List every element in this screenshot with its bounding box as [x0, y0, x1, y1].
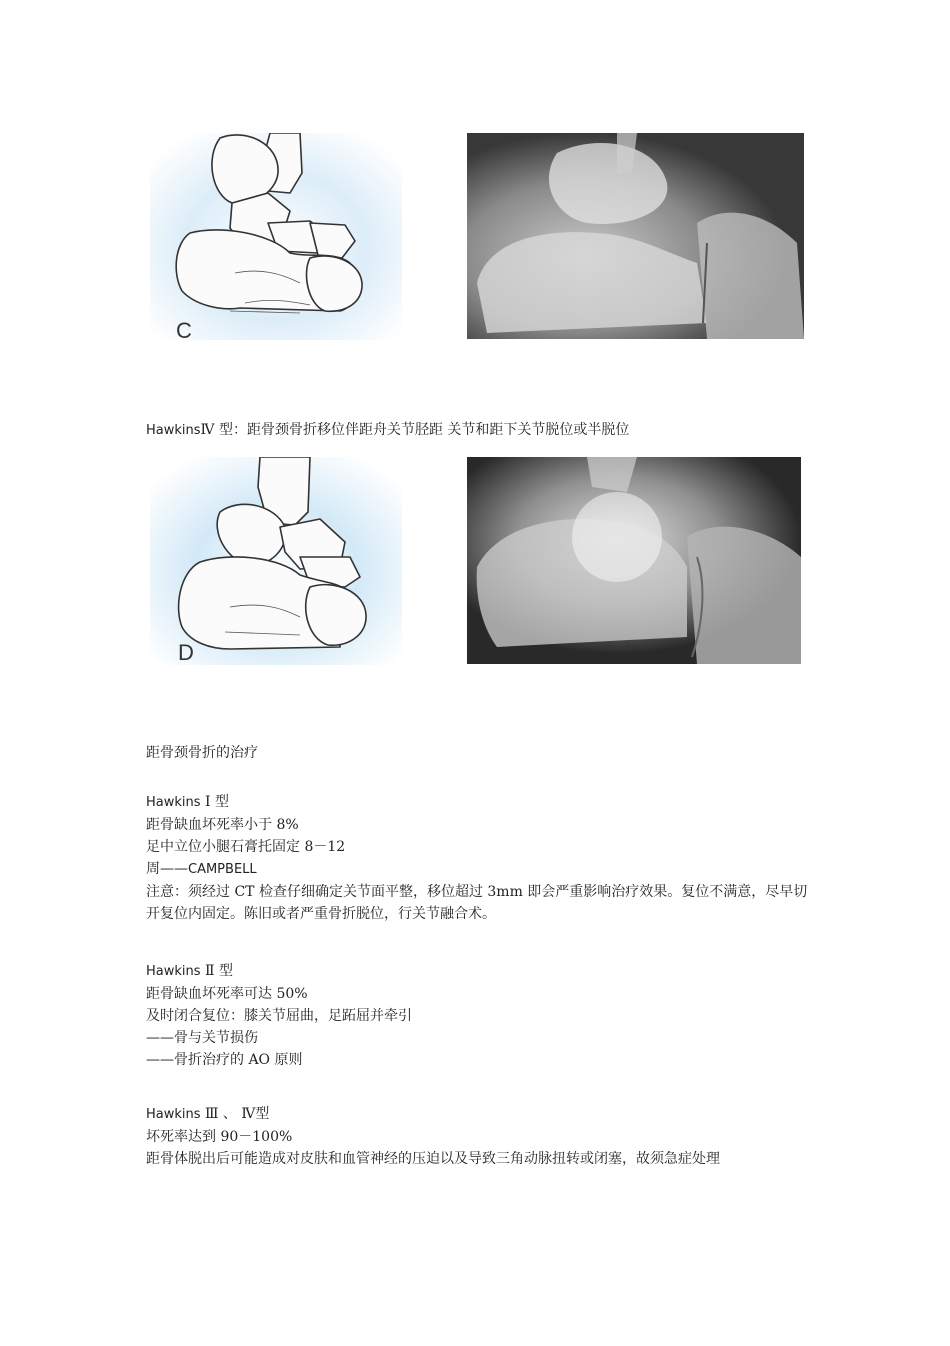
- type1-line3: [146, 858, 816, 881]
- type1-heading: [146, 791, 816, 814]
- type1-heading-text: Ⅰ 型: [200, 794, 229, 810]
- figure-d-xray: [467, 457, 801, 664]
- caption-latin: Hawkins: [146, 423, 201, 438]
- type2-line3: ——骨与关节损伤: [146, 1030, 258, 1046]
- type1-line3-latin: CAMPBELL: [188, 862, 257, 877]
- type34-heading-text: Ⅲ 、 Ⅳ型: [200, 1106, 270, 1122]
- type1-line3-cn: 周——: [146, 861, 188, 877]
- figure-c-drawing: [150, 133, 402, 340]
- figure-d-letter: D: [178, 640, 194, 665]
- type1-heading-latin: Hawkins: [146, 795, 201, 810]
- type34-line2: 距骨体脱出后可能造成对皮肤和血管神经的压迫以及导致三角动脉扭转或闭塞，故须急症处理: [146, 1151, 720, 1167]
- type2-line1: 距骨缺血坏死率可达 50%: [146, 986, 308, 1002]
- type34-line1: 坏死率达到 90－100%: [146, 1129, 293, 1145]
- type2-line4: ——骨折治疗的 AO 原则: [146, 1052, 303, 1068]
- figure-c-xray: [467, 133, 804, 339]
- type1-line1: 距骨缺血坏死率小于 8%: [146, 817, 299, 833]
- type2-heading-latin: Hawkins: [146, 964, 201, 979]
- type1-block: [146, 791, 816, 925]
- type2-line2: 及时闭合复位：膝关节屈曲，足跖屈并牵引: [146, 1008, 412, 1024]
- caption-hawkins-iv: [146, 419, 816, 442]
- treatment-section: [146, 742, 816, 764]
- section-title: 距骨颈骨折的治疗: [146, 745, 258, 761]
- figure-c-letter: C: [176, 318, 192, 340]
- type2-block: [146, 960, 816, 1071]
- type1-note: 注意：须经过 CT 检查仔细确定关节面平整，移位超过 3mm 即会严重影响治疗效果。复位不满意，尽早切开复位内固定。陈旧或者严重骨折脱位，行关节融合术。: [146, 884, 808, 922]
- caption-text: Ⅳ 型：距骨颈骨折移位伴距舟关节胫距 关节和距下关节脱位或半脱位: [200, 422, 630, 438]
- type2-heading: [146, 960, 816, 983]
- type34-block: [146, 1103, 816, 1170]
- type1-line2: 足中立位小腿石膏托固定 8－12: [146, 839, 346, 855]
- type34-heading: [146, 1103, 816, 1126]
- figure-d-drawing: [150, 457, 402, 665]
- type34-heading-latin: Hawkins: [146, 1107, 201, 1122]
- type2-heading-text: Ⅱ 型: [200, 963, 233, 979]
